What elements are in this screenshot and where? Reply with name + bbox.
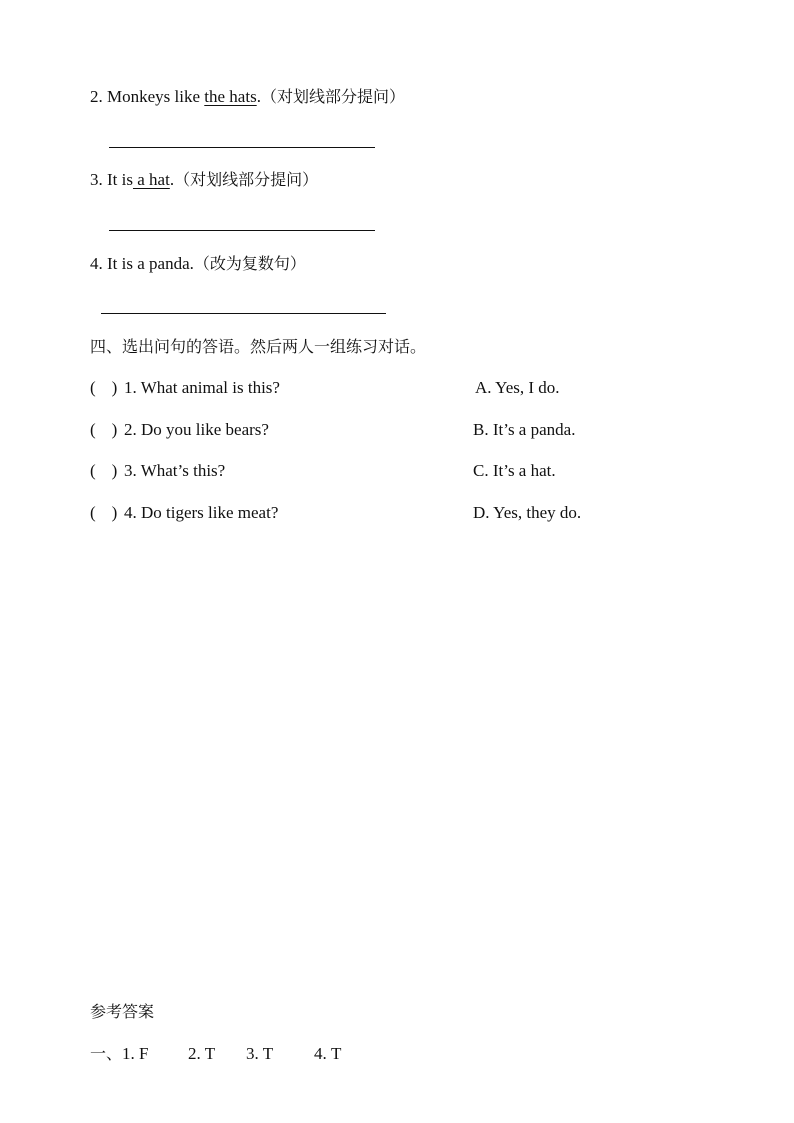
answer-bracket[interactable]: ( ) — [90, 461, 118, 480]
matching-question-4 — [90, 502, 278, 524]
matching-question-1 — [90, 377, 280, 399]
section-4-heading: 四、选出问句的答语。然后两人一组练习对话。 — [90, 337, 427, 356]
question-text: 1. What animal is this? — [124, 378, 280, 397]
answer-bracket[interactable]: ( ) — [90, 378, 118, 397]
question-3 — [90, 169, 318, 191]
answer-option-c: C. It’s a hat. — [473, 461, 556, 480]
matching-question-2 — [90, 419, 269, 441]
answer-key-heading: 参考答案 — [90, 1002, 155, 1021]
answer-key-item: 4. T — [314, 1044, 342, 1063]
answer-key-line-1 — [90, 1043, 341, 1065]
question-punctuation: . — [169, 170, 175, 189]
answer-key-prefix: 一、 — [90, 1044, 123, 1063]
answer-line[interactable] — [109, 147, 375, 148]
answer-key-item: 2. T — [188, 1044, 216, 1063]
answer-line[interactable] — [109, 230, 375, 231]
answer-option-a: A. Yes, I do. — [475, 378, 560, 397]
question-number: 2. — [90, 87, 103, 106]
question-instruction: （对划线部分提问） — [260, 87, 405, 106]
question-number: 4. — [90, 254, 103, 273]
question-instruction: （对划线部分提问） — [174, 170, 319, 189]
answer-key-item: 3. T — [246, 1044, 274, 1063]
question-text: It is — [107, 170, 133, 189]
underlined-phrase: the hats — [204, 87, 257, 106]
answer-bracket[interactable]: ( ) — [90, 503, 118, 522]
question-text: It is a panda. — [107, 254, 194, 273]
question-2 — [90, 86, 405, 108]
question-instruction: （改为复数句） — [193, 254, 306, 273]
answer-option-d: D. Yes, they do. — [473, 503, 582, 522]
matching-question-3 — [90, 460, 225, 482]
question-text: 2. Do you like bears? — [124, 420, 269, 439]
answer-option-b: B. It’s a panda. — [473, 420, 576, 439]
question-number: 3. — [90, 170, 103, 189]
question-text: 4. Do tigers like meat? — [124, 503, 279, 522]
question-text: 3. What’s this? — [124, 461, 226, 480]
answer-line[interactable] — [101, 313, 386, 314]
question-text: Monkeys like — [107, 87, 205, 106]
question-4 — [90, 253, 306, 275]
answer-bracket[interactable]: ( ) — [90, 420, 118, 439]
question-punctuation: . — [256, 87, 261, 106]
underlined-phrase: a hat — [132, 170, 170, 189]
answer-key-item: 1. F — [122, 1044, 149, 1063]
